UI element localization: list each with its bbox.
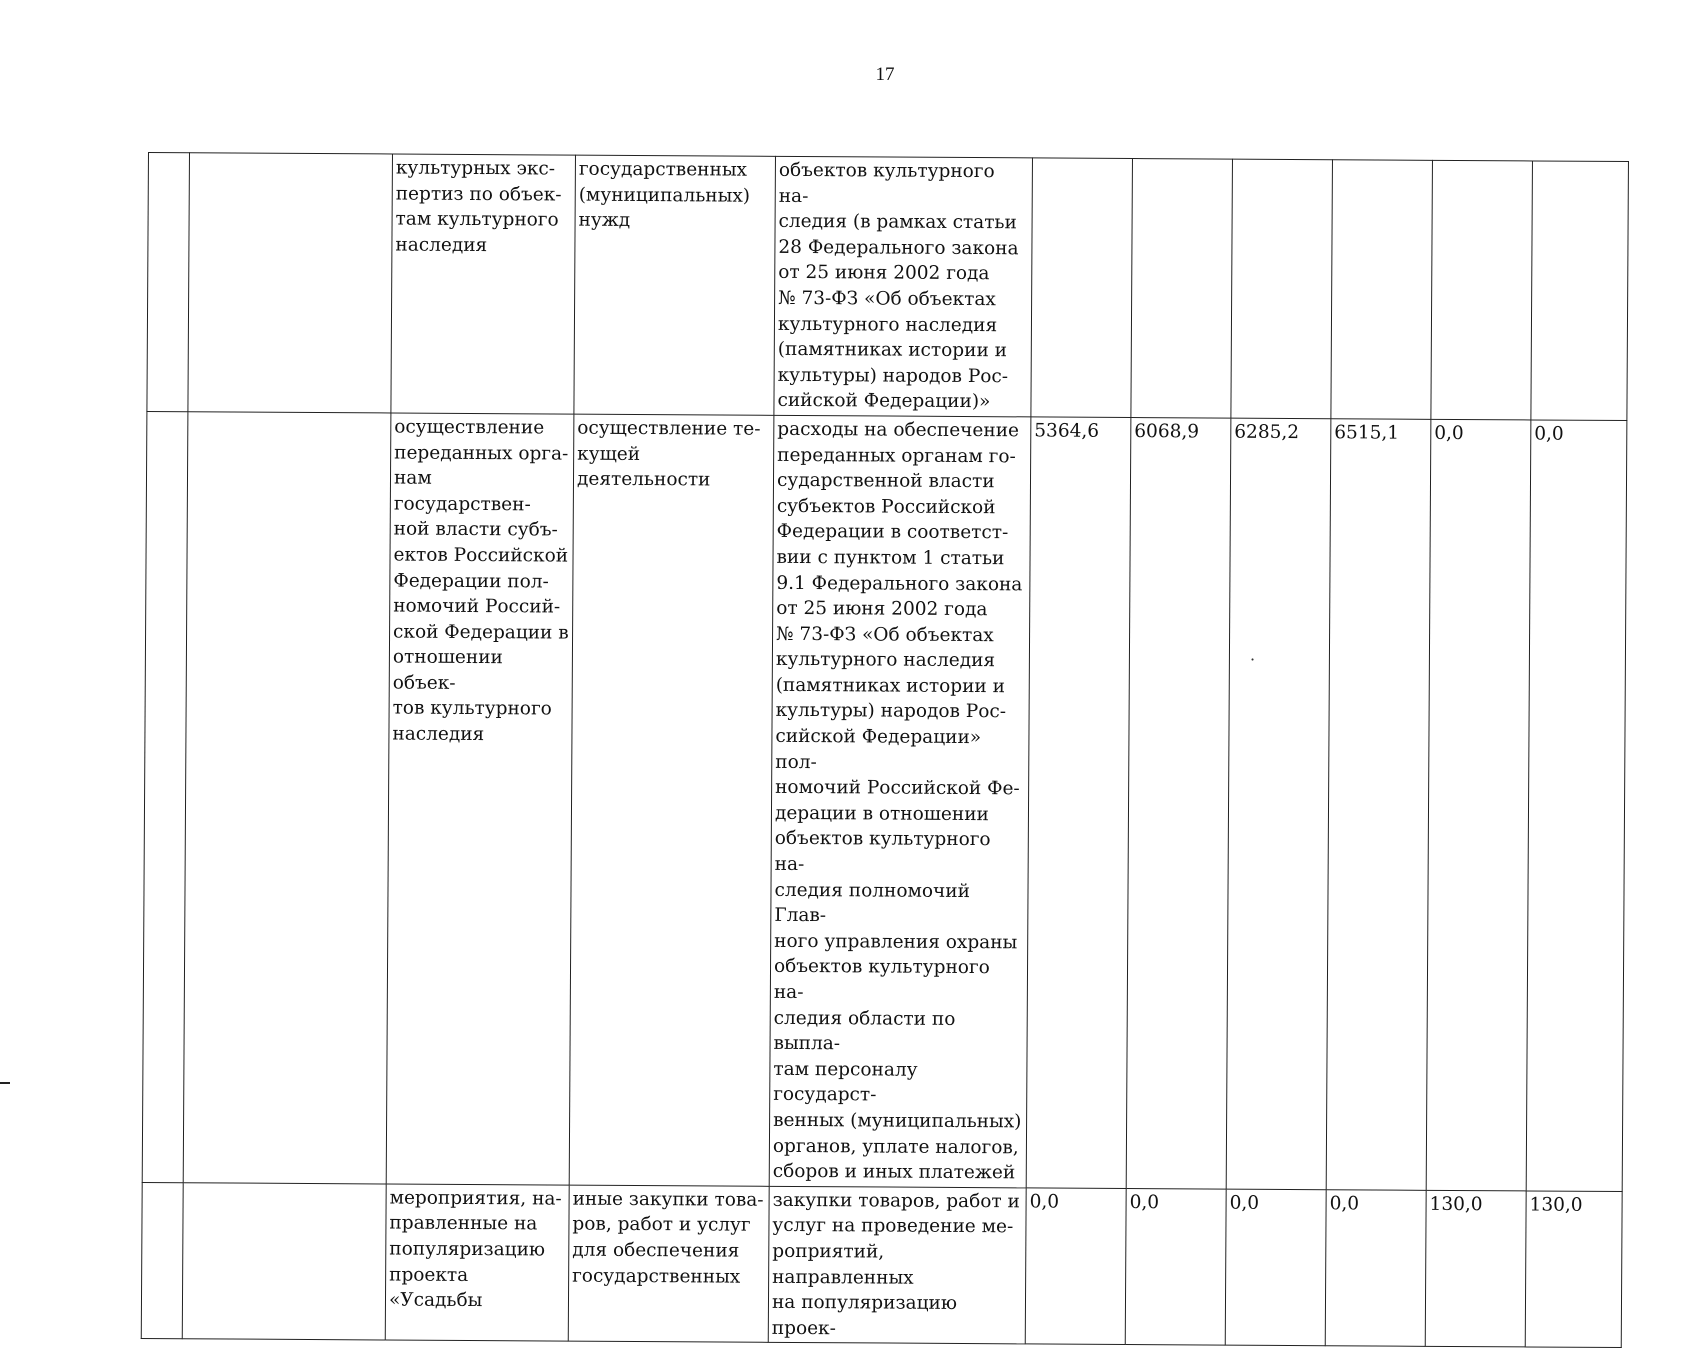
scan-edge-mark — [0, 1082, 10, 1084]
value-cell-4: 0,0 — [1325, 1189, 1426, 1346]
value-cell-5: 0,0 — [1426, 419, 1531, 1190]
value-cell-6: 130,0 — [1525, 1191, 1622, 1348]
program-name-cell — [188, 153, 393, 413]
table-row — [147, 153, 1629, 421]
value-cell-5: 130,0 — [1425, 1190, 1526, 1347]
row-number-cell — [142, 411, 188, 1182]
value-cell-1: 0,0 — [1025, 1188, 1126, 1345]
table-row — [141, 1182, 1622, 1348]
description-cell: объектов культурного на- следия (в рамках статьи 28 Федерального закона от 25 июня 2002 года № 73-ФЗ «Об объектах культурного наследия (памятниках истории и культуры) народов Рос- сийской Федерации)» — [774, 156, 1033, 417]
page-number: 17 — [875, 64, 895, 85]
program-name-cell — [183, 412, 391, 1184]
value-cell-4 — [1331, 160, 1433, 420]
row-number-cell — [147, 153, 190, 412]
value-cell-1 — [1031, 158, 1133, 418]
activity-cell: осуществление переданных орга- нам государствен- ной власти субъ- ектов Российской Федерации пол- номочий Россий- ской Федерации в отношении объек- тов культурного наследия — [386, 413, 574, 1185]
value-cell-5 — [1431, 160, 1533, 420]
value-cell-1: 5364,6 — [1026, 417, 1131, 1188]
value-cell-2: 6068,9 — [1126, 417, 1231, 1188]
activity-cell: мероприятия, на- правленные на популяризацию проекта «Усадьбы — [385, 1184, 569, 1342]
value-cell-3 — [1231, 159, 1333, 419]
table-row — [142, 411, 1627, 1191]
description-cell: расходы на обеспечение переданных органам го- сударственной власти субъектов Российской Федерации в соответст- вии с пунктом 1 статьи 9.1 Федерального закона от 25 июня 2002 года № 73-ФЗ «Об объектах культурного наследия (памятниках истории и культуры) народов Рос- сийской Федерации» пол- номочий Российской Фе- дерации в отношении объектов культурного на- следия полномочий Глав- ного управления охраны объектов культурного на- следия области по выпла- там персоналу государст- венных (муниципальных) органов, уплате налогов, сборов и иных платежей — [769, 415, 1031, 1187]
activity-cell: культурных экс- пертиз по объек- там культурного наследия — [391, 154, 576, 414]
row-number-cell — [141, 1182, 183, 1339]
value-cell-3: 6285,2 — [1226, 418, 1331, 1189]
expense-type-cell: государственных (муниципальных) нужд — [574, 155, 776, 415]
value-cell-6: 0,0 — [1526, 420, 1627, 1191]
value-cell-3: 0,0 — [1225, 1189, 1326, 1346]
value-cell-6 — [1531, 161, 1629, 421]
value-cell-2 — [1131, 159, 1233, 419]
expense-type-cell: осуществление те- кущей деятельности — [569, 414, 774, 1186]
value-cell-4: 6515,1 — [1326, 419, 1431, 1190]
description-cell: закупки товаров, работ и услуг на проведение ме- роприятий, направленных на популяризацию проек- — [768, 1186, 1026, 1344]
value-cell-2: 0,0 — [1125, 1188, 1226, 1345]
expense-type-cell: иные закупки това- ров, работ и услуг для обеспечения государственных — [568, 1185, 769, 1343]
program-name-cell — [182, 1182, 386, 1340]
budget-table — [141, 152, 1629, 1348]
scan-speck: · — [1250, 650, 1256, 669]
